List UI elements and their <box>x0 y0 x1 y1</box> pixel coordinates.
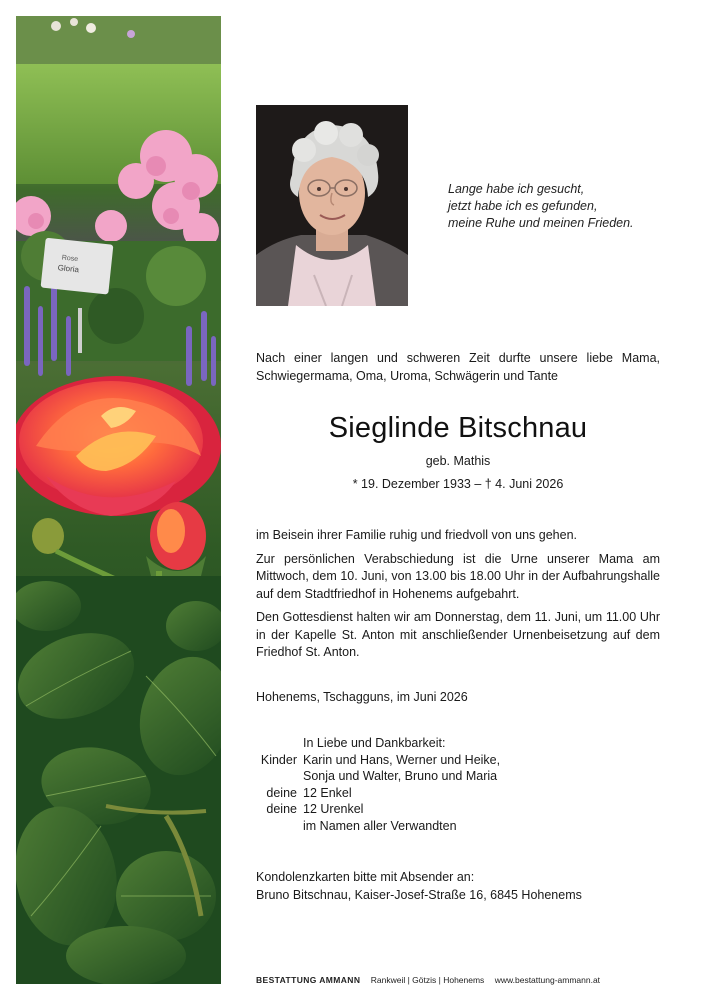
mourner-label <box>256 735 303 752</box>
portrait-image <box>256 105 408 306</box>
mourner-row <box>256 785 500 802</box>
mourners-list <box>256 735 500 834</box>
condolence-line: Kondolenzkarten bitte mit Absender an: <box>256 870 475 884</box>
passing-text: im Beisein ihrer Familie ruhig und friedvoll von uns gehen. <box>256 528 577 542</box>
mourner-text: im Namen aller Verwandten <box>303 818 457 833</box>
mourner-label: deine <box>266 785 297 800</box>
funeral-home-website[interactable]: www.bestattung-ammann.at <box>494 975 601 985</box>
condolence-address: Bruno Bitschnau, Kaiser-Josef-Straße 16, 6845 Hohenems <box>256 888 582 902</box>
mourner-text: In Liebe und Dankbarkeit: <box>303 736 446 750</box>
mourner-row <box>256 818 500 835</box>
flower-photo <box>16 16 221 984</box>
svg-text:Rose: Rose <box>61 254 79 264</box>
intro-text: Nach einer langen und schweren Zeit durfte unsere liebe Mama, Schwiegermama, Oma, Uroma, Schwägerin und Tante <box>256 351 660 383</box>
portrait-photo <box>256 105 408 306</box>
svg-text:Gloria: Gloria <box>57 263 80 275</box>
condolence-info <box>256 868 582 904</box>
mourner-row <box>256 768 500 785</box>
mourner-text: 12 Enkel <box>303 785 352 800</box>
memorial-quote <box>448 181 678 232</box>
mourner-label <box>256 768 303 785</box>
mourner-row <box>256 735 500 752</box>
funeral-home-footer <box>256 975 600 985</box>
place-date: Hohenems, Tschagguns, im Juni 2026 <box>256 690 468 704</box>
mourner-row <box>256 801 500 818</box>
mourner-row <box>256 752 500 769</box>
quote-line: Lange habe ich gesucht, <box>448 182 585 196</box>
quote-line: meine Ruhe und meinen Frieden. <box>448 216 634 230</box>
life-dates: * 19. Dezember 1933 – † 4. Juni 2026 <box>352 477 564 491</box>
mourner-label <box>256 818 303 835</box>
rose-flower <box>16 376 221 516</box>
mourner-text: 12 Urenkel <box>303 802 364 816</box>
funeral-home-name: BESTATTUNG AMMANN <box>256 975 361 985</box>
mourner-label: Kinder <box>260 752 297 767</box>
quote-line: jetzt habe ich es gefunden, <box>448 199 598 213</box>
funeral-home-locations: Rankweil | Götzis | Hohenems <box>370 975 485 985</box>
rose-garden-image <box>16 16 221 984</box>
mourner-text: Karin und Hans, Werner und Heike, <box>303 752 501 767</box>
deceased-name: Sieglinde Bitschnau <box>328 412 588 444</box>
mourner-label: deine <box>266 802 297 816</box>
mourner-text: Sonja und Walter, Bruno und Maria <box>303 769 498 783</box>
birth-name: geb. Mathis <box>425 454 491 468</box>
service-text: Den Gottesdienst halten wir am Donnerstag, dem 11. Juni, um 11.00 Uhr in der Kapelle St. Anton mit anschließender Urnenbeisetzung auf dem Friedhof St. Anton. <box>256 610 660 659</box>
farewell-text: Zur persönlichen Verabschiedung ist die Urne unserer Mama am Mittwoch, dem 10. Juni, von 13.00 bis 18.00 Uhr in der Aufbahrungshalle auf dem Stadtfriedhof in Hohenems aufgebahrt. <box>256 551 660 601</box>
announcement-body <box>256 527 660 668</box>
